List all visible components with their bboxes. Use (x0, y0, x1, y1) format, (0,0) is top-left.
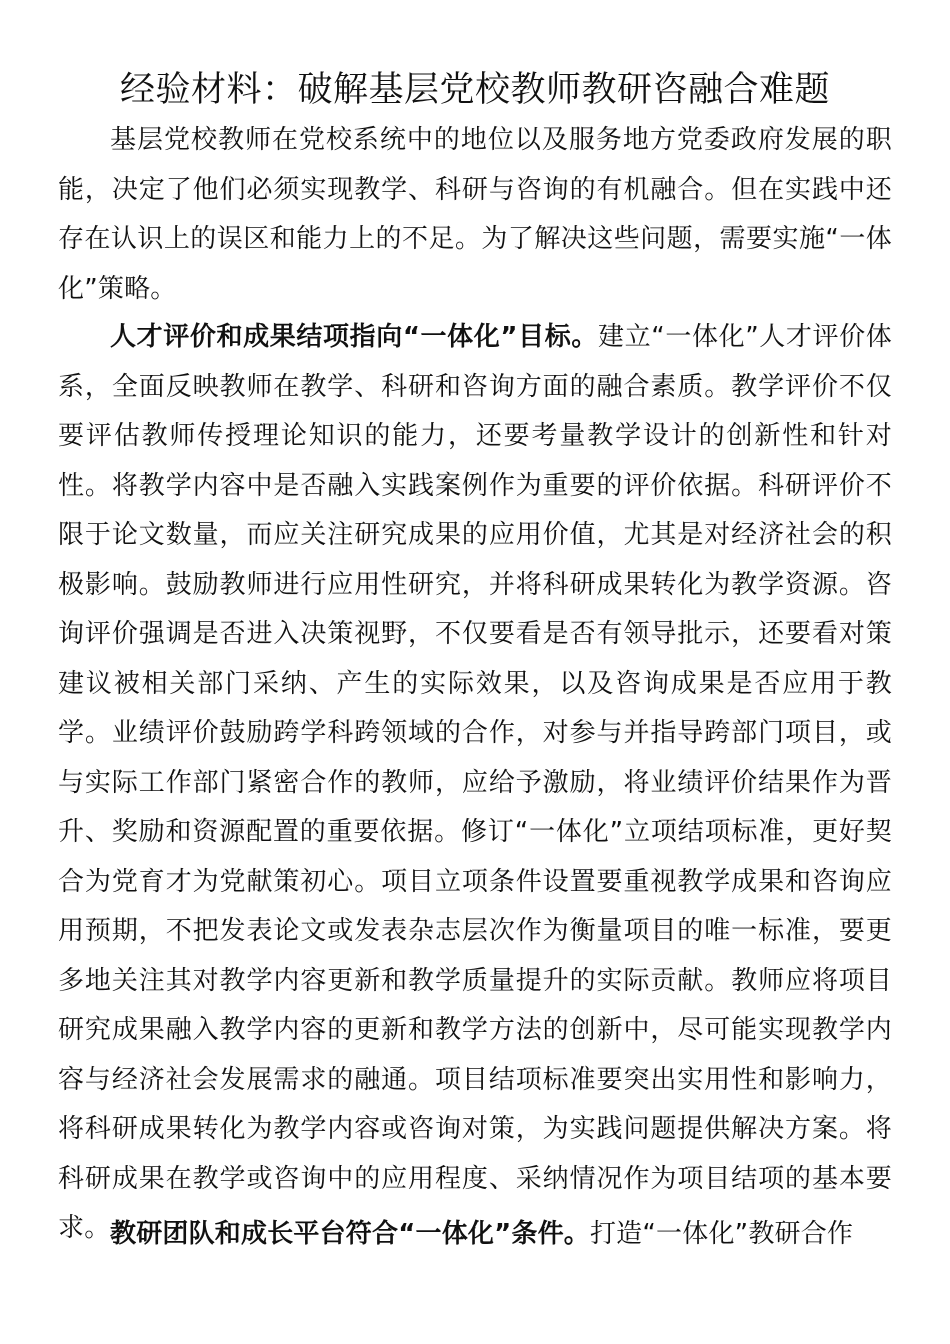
paragraph-intro (58, 116, 892, 314)
paragraph-text: 打造“一体化”教研合作 (589, 1219, 854, 1249)
paragraph-text: 基层党校教师在党校系统中的地位以及服务地方党委政府发展的职能，决定了他们必须实现教学、科研与咨询的有机融合。但在实践中还存在认识上的误区和能力上的不足。为了解决这些问题，需要实施“一体化”策略。 (58, 125, 892, 304)
paragraph-lead: 教研团队和成长平台符合“一体化”条件。 (110, 1219, 590, 1249)
paragraph-text: 建立“一体化”人才评价体系，全面反映教师在教学、科研和咨询方面的融合素质。教学评价不仅要评估教师传授理论知识的能力，还要考量教学设计的创新性和针对性。将教学内容中是否融入实践案例作为重要的评价依据。科研评价不限于论文数量，而应关注研究成果的应用价值，尤其是对经济社会的积极影响。鼓励教师进行应用性研究，并将科研成果转化为教学资源。咨询评价强调是否进入决策视野，不仅要看是否有领导批示，还要看对策建议被相关部门采纳、产生的实际效果，以及咨询成果是否应用于教学。业绩评价鼓励跨学科跨领域的合作，对参与并指导跨部门项目，或与实际工作部门紧密合作的教师，应给予激励，将业绩评价结果作为晋升、奖励和资源配置的重要依据。修订“一体化”立项结项标准，更好契合为党育才为党献策初心。项目立项条件设置要重视教学成果和咨询应用预期，不把发表论文或发表杂志层次作为衡量项目的唯一标准，要更多地关注其对教学内容更新和教学质量提升的实际贡献。教师应将项目研究成果融入教学内容的更新和教学方法的创新中，尽可能实现教学内容与经济社会发展需求的融通。项目结项标准要突出实用性和影响力，将科研成果转化为教学内容或咨询对策，为实践问题提供解决方案。将科研成果在教学或咨询中的应用程度、采纳情况作为项目结项的基本要求。 (58, 322, 893, 1243)
paragraph-talent-evaluation (58, 313, 892, 1254)
document-title: 经验材料：破解基层党校教师教研咨融合难题 (119, 70, 830, 110)
paragraph-research-team (58, 1210, 892, 1260)
paragraph-lead: 人才评价和成果结项指向“一体化”目标。 (110, 322, 599, 352)
